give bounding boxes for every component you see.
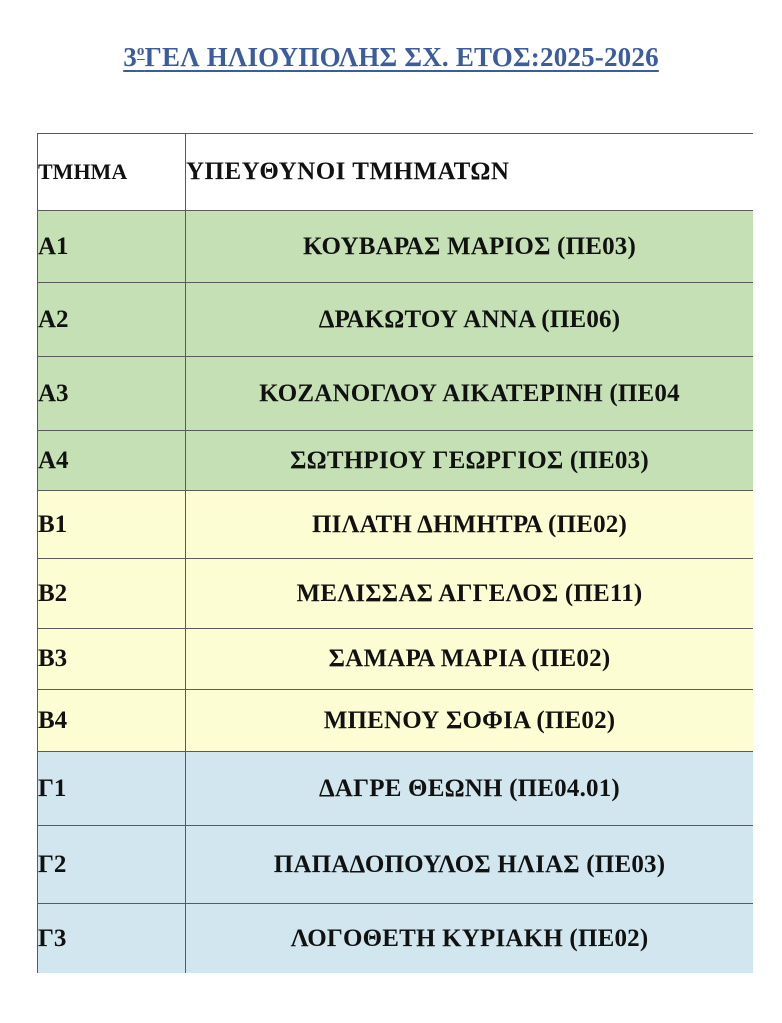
responsible-cell: [186, 752, 754, 826]
responsible-name: ΠΑΠΑΔΟΠΟΥΛΟΣ ΗΛΙΑΣ (ΠΕ03): [273, 850, 666, 878]
responsible-name: ΚΟΥΒΑΡΑΣ ΜΑΡΙΟΣ (ΠΕ03): [302, 232, 637, 260]
responsible-cell: [186, 826, 754, 904]
table-header-row: [38, 134, 754, 211]
table-row: [38, 629, 754, 690]
section-cell: Β2: [38, 559, 186, 629]
responsible-cell: [186, 357, 754, 431]
title-number: 3: [123, 42, 137, 72]
responsible-name: ΜΠΕΝΟΥ ΣΟΦΙΑ (ΠΕ02): [323, 706, 616, 734]
title-text: ΓΕΛ ΗΛΙΟΥΠΟΛΗΣ ΣΧ. ΕΤΟΣ:2025-2026: [144, 42, 659, 72]
responsible-cell: [186, 431, 754, 491]
responsibles-table-container: [37, 133, 753, 973]
table-row: [38, 904, 754, 974]
header-section: ΤΜΗΜΑ: [38, 134, 186, 211]
responsible-cell: [186, 904, 754, 974]
section-cell: Β1: [38, 491, 186, 559]
responsible-cell: [186, 559, 754, 629]
responsible-cell: [186, 211, 754, 283]
responsible-name: ΔΡΑΚΩΤΟΥ ΑΝΝΑ (ΠΕ06): [318, 305, 621, 333]
section-cell: Α2: [38, 283, 186, 357]
table-body: [38, 211, 754, 974]
table-row: [38, 431, 754, 491]
table-row: [38, 211, 754, 283]
responsible-cell: [186, 690, 754, 752]
table-row: [38, 826, 754, 904]
page-title: [0, 42, 782, 73]
header-responsible: ΥΠΕΥΘΥΝΟΙ ΤΜΗΜΑΤΩΝ: [186, 134, 754, 211]
responsible-name: ΚΟΖΑΝΟΓΛΟΥ ΑΙΚΑΤΕΡΙΝΗ (ΠΕ04: [259, 379, 680, 407]
table-row: [38, 752, 754, 826]
responsibles-table: [37, 133, 753, 973]
table-row: [38, 690, 754, 752]
section-cell: Α3: [38, 357, 186, 431]
section-cell: Γ1: [38, 752, 186, 826]
table-row: [38, 283, 754, 357]
section-cell: Γ2: [38, 826, 186, 904]
title-ordinal-superscript: ο: [136, 43, 145, 59]
table-row: [38, 357, 754, 431]
table-row: [38, 491, 754, 559]
responsible-name: ΔΑΓΡΕ ΘΕΩΝΗ (ΠΕ04.01): [319, 774, 620, 802]
responsible-name: ΣΩΤΗΡΙΟΥ ΓΕΩΡΓΙΟΣ (ΠΕ03): [290, 446, 649, 474]
section-cell: Γ3: [38, 904, 186, 974]
responsible-cell: [186, 283, 754, 357]
table-row: [38, 559, 754, 629]
responsible-name: ΣΑΜΑΡΑ ΜΑΡΙΑ (ΠΕ02): [328, 645, 611, 672]
section-cell: Β3: [38, 629, 186, 690]
responsible-cell: [186, 629, 754, 690]
section-cell: Α4: [38, 431, 186, 491]
section-cell: Β4: [38, 690, 186, 752]
responsible-name: ΠΙΛΑΤΗ ΔΗΜΗΤΡΑ (ΠΕ02): [311, 510, 628, 538]
responsible-cell: [186, 491, 754, 559]
responsible-name: ΜΕΛΙΣΣΑΣ ΑΓΓΕΛΟΣ (ΠΕ11): [296, 579, 643, 607]
responsible-name: ΛΟΓΟΘΕΤΗ ΚΥΡΙΑΚΗ (ΠΕ02): [290, 924, 649, 952]
section-cell: Α1: [38, 211, 186, 283]
